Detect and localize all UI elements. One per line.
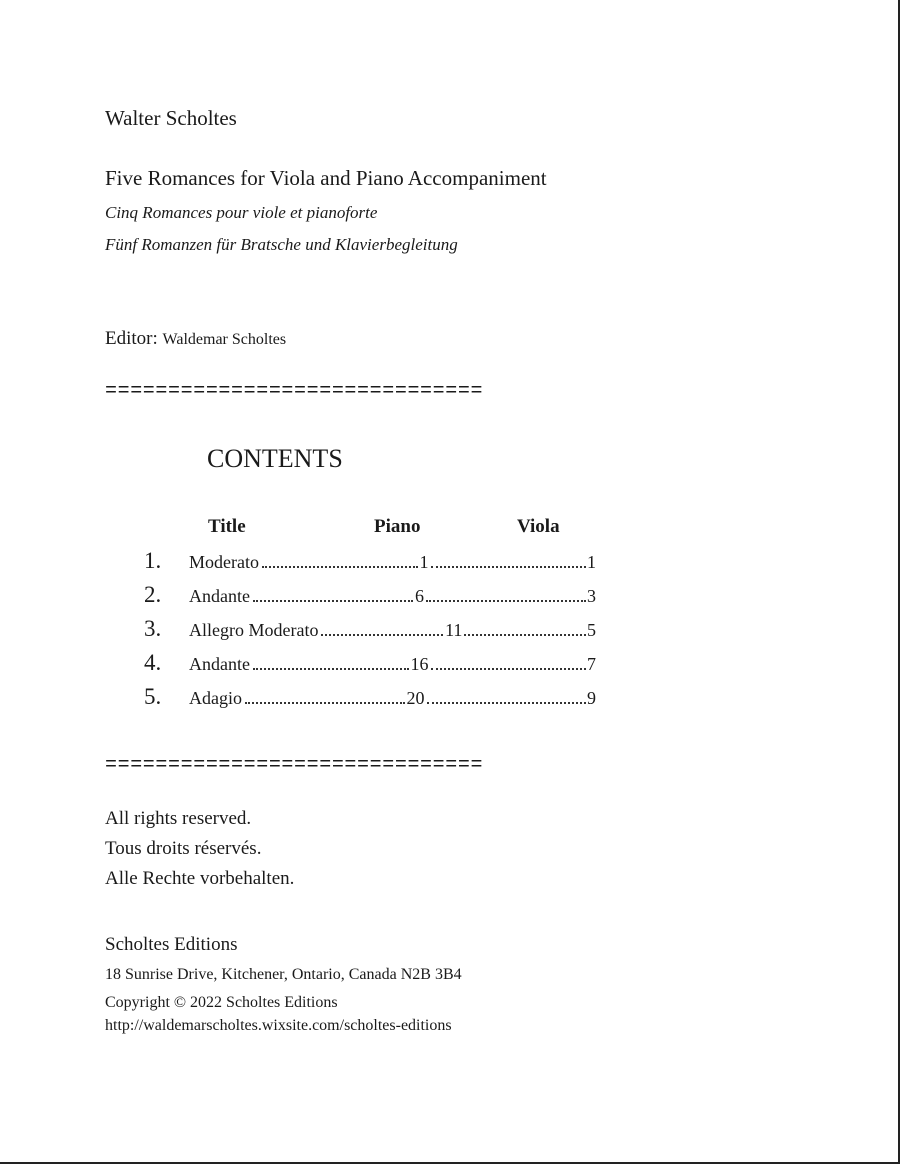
entry-line [189,654,596,675]
entry-piano-page: 11 [445,620,463,640]
editor-name: Waldemar Scholtes [162,331,287,348]
contents-heading: CONTENTS [207,444,343,473]
contents-entry [144,684,596,718]
dot-leader [321,634,443,636]
contents-entry [144,650,597,684]
entry-viola-page: 1 [587,552,597,572]
publisher-url: http://waldemarscholtes.wixsite.com/scholtes-editions [105,1017,452,1034]
entry-title: Allegro Moderato [189,620,319,640]
composer-name: Walter Scholtes [105,106,237,130]
title-french: Cinq Romances pour viole et pianoforte [105,203,378,222]
dot-leader [464,634,586,636]
entry-line [189,688,596,709]
dot-leader [245,702,405,704]
dot-leader [431,668,587,670]
entry-piano-page: 1 [419,552,429,572]
editor-label: Editor: [105,328,158,349]
entry-viola-page: 3 [587,586,597,606]
rights-english: All rights reserved. [105,808,252,829]
entry-line [189,586,596,607]
entry-title: Adagio [189,688,242,708]
dot-leader [427,702,587,704]
entry-title: Moderato [189,552,259,572]
dot-leader [262,566,418,568]
dot-leader [431,566,587,568]
entry-line [189,552,596,573]
entry-piano-page: 20 [406,688,425,708]
entry-number: 2. [144,582,162,607]
column-header-title: Title [208,516,246,537]
dot-leader [426,600,586,602]
entry-piano-page: 16 [410,654,429,674]
entry-number: 4. [144,650,162,675]
entry-number: 5. [144,684,162,709]
entry-piano-page: 6 [415,586,424,606]
publisher-address: 18 Sunrise Drive, Kitchener, Ontario, Canada N2B 3B4 [105,966,462,983]
contents-entry [144,616,596,650]
entry-number: 1. [144,548,162,573]
dot-leader [253,600,413,602]
entry-viola-page: 9 [587,688,596,708]
contents-entry [144,582,597,616]
editor-credit [105,328,286,350]
entry-line [189,620,596,641]
title-english: Five Romances for Viola and Piano Accompaniment [105,166,547,190]
column-header-viola: Viola [517,516,560,537]
title-german: Fünf Romanzen für Bratsche und Klavierbegleitung [105,235,458,254]
column-header-piano: Piano [374,516,421,537]
contents-entry [144,548,597,582]
entry-number: 3. [144,616,162,641]
entry-title: Andante [189,586,250,606]
separator-bottom: ============================== [105,754,484,777]
contents-list [144,548,597,718]
publisher-name: Scholtes Editions [105,934,238,955]
separator-top: ============================== [105,380,484,403]
entry-viola-page: 5 [587,620,596,640]
rights-german: Alle Rechte vorbehalten. [105,868,295,889]
copyright-notice: Copyright © 2022 Scholtes Editions [105,994,338,1011]
entry-title: Andante [189,654,250,674]
entry-viola-page: 7 [587,654,597,674]
dot-leader [253,668,409,670]
rights-french: Tous droits réservés. [105,838,262,859]
